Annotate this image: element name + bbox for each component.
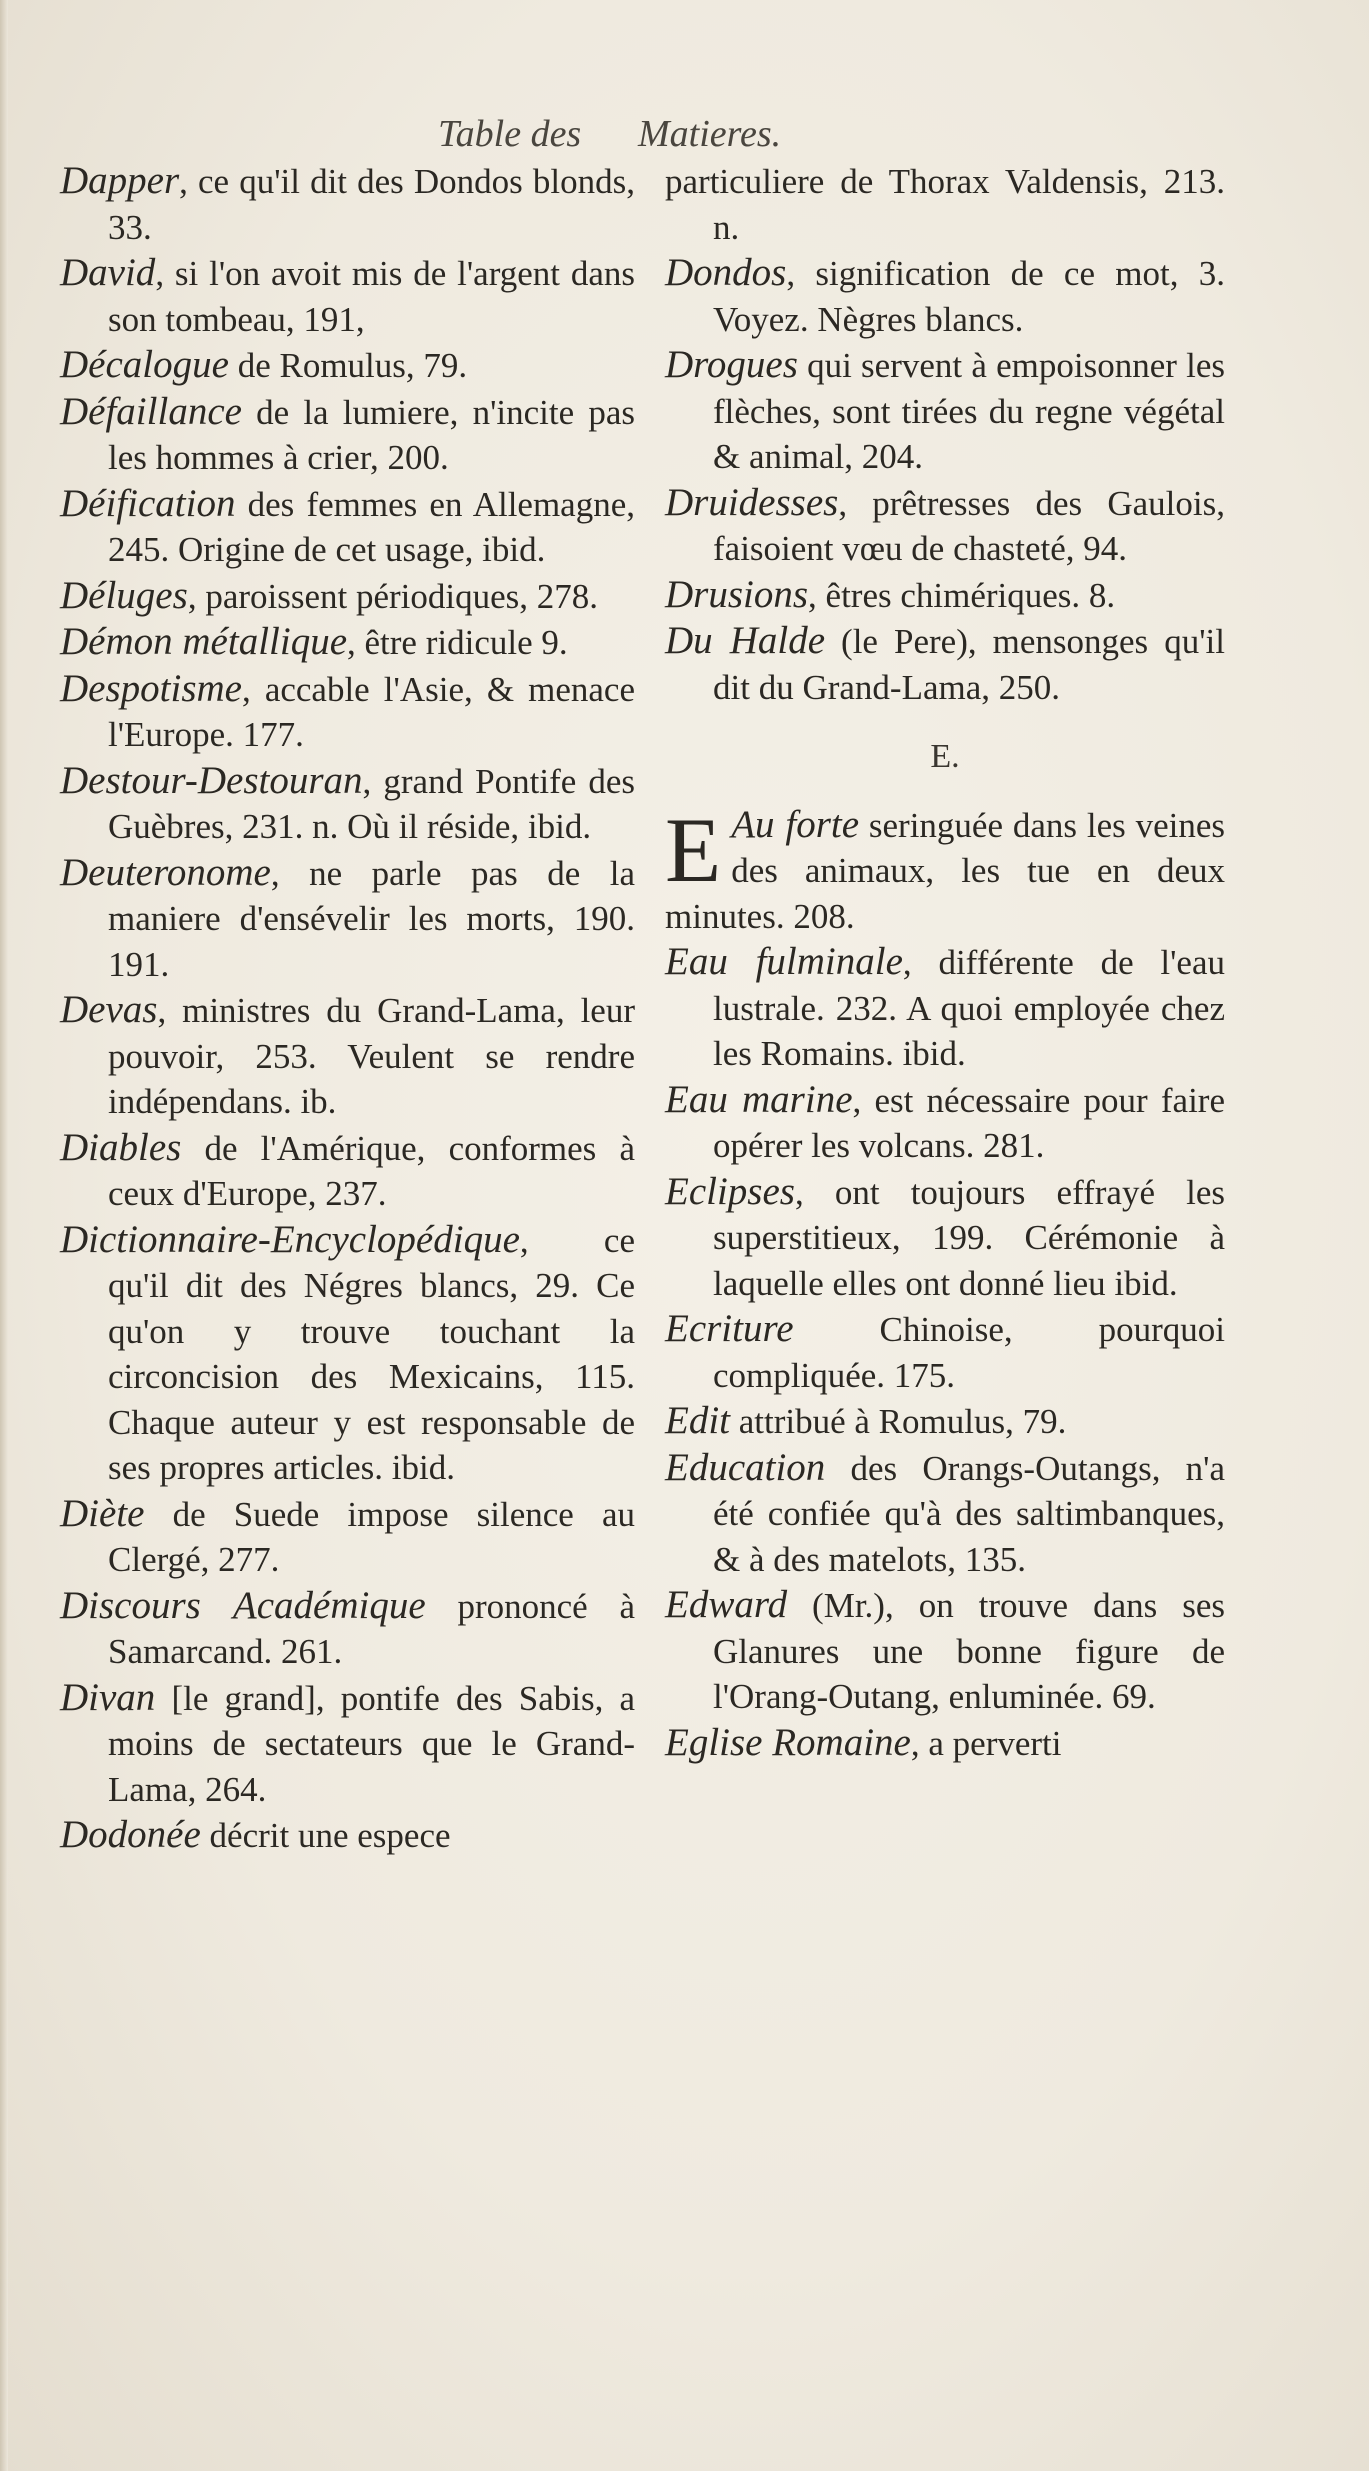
entry-headword: Drusions bbox=[665, 572, 809, 616]
entry-text: , ministres du Grand-Lama, leur pouvoir, 253. Veulent se rendre indépendans. ib. bbox=[108, 991, 635, 1121]
index-entry bbox=[665, 158, 1225, 250]
entry-text: des femmes en Allemagne, 245. Origine de cet usage, ibid. bbox=[108, 484, 635, 569]
entry-headword: Dapper bbox=[60, 159, 180, 202]
entry-text: attribué à Romulus, 79. bbox=[730, 1402, 1067, 1441]
index-entry bbox=[665, 480, 1225, 572]
entry-headword: Dictionnaire-Encyclopédique bbox=[60, 1217, 520, 1261]
entry-text: , signification de ce mot, 3. Voyez. Nègres blancs. bbox=[713, 254, 1225, 339]
index-entry bbox=[665, 1306, 1225, 1398]
index-entry bbox=[665, 1720, 1225, 1767]
entry-headword: Eclipses bbox=[665, 1169, 795, 1213]
page-edge-shadow bbox=[0, 0, 8, 2471]
index-entry bbox=[60, 1675, 635, 1813]
index-entry bbox=[60, 1812, 635, 1859]
index-entry bbox=[665, 1169, 1225, 1307]
header-right: Matieres. bbox=[638, 113, 782, 155]
entry-text: , prêtresses des Gaulois, faisoient vœu de chasteté, 94. bbox=[713, 483, 1225, 568]
index-entry-eau-forte bbox=[665, 798, 1225, 940]
entry-headword: Eau marine bbox=[665, 1077, 853, 1121]
index-entry bbox=[60, 573, 635, 620]
entry-headword: Défaillance bbox=[60, 389, 242, 433]
index-entry bbox=[665, 618, 1225, 710]
entry-text: , accable l'Asie, & menace l'Europe. 177. bbox=[108, 669, 635, 754]
entry-text: , différente de l'eau lustrale. 232. A quoi employée chez les Romains. ibid. bbox=[713, 943, 1226, 1073]
entry-text: des Orangs-Outangs, n'a été confiée qu'à des saltimbanques, & à des matelots, 135. bbox=[713, 1448, 1225, 1579]
entry-headword: Au forte bbox=[731, 802, 860, 846]
entry-text: (le Pere), mensonges qu'il dit du Grand-Lama, 250. bbox=[713, 622, 1225, 707]
entry-text: , ont toujours effrayé les superstitieux, 199. Cérémonie à laquelle elles ont donné lieu ibid. bbox=[713, 1172, 1225, 1303]
index-entry bbox=[60, 389, 635, 481]
index-entry bbox=[60, 758, 635, 850]
entry-headword: Déification bbox=[60, 481, 236, 525]
entry-headword: Discours Académique bbox=[60, 1583, 426, 1627]
entry-text: Chinoise, pourquoi compliquée. 175. bbox=[713, 1310, 1225, 1395]
index-entry bbox=[60, 1491, 635, 1583]
index-entry bbox=[665, 1077, 1225, 1169]
entry-text: , grand Pontife des Guèbres, 231. n. Où il réside, ibid. bbox=[108, 761, 635, 846]
index-entry bbox=[60, 850, 635, 988]
entry-headword: Despotisme bbox=[60, 666, 242, 710]
entry-text: seringuée dans les veines des animaux, les tue en deux minutes. 208. bbox=[665, 805, 1225, 936]
index-entry bbox=[665, 939, 1225, 1077]
entry-text: particuliere de Thorax Valdensis, 213. n. bbox=[665, 162, 1225, 247]
index-entry bbox=[60, 619, 635, 666]
index-entry bbox=[665, 250, 1225, 342]
index-entry bbox=[60, 1125, 635, 1217]
entry-text: décrit une espece bbox=[200, 1816, 451, 1855]
entry-headword: Ecriture bbox=[665, 1307, 794, 1350]
entry-headword: Déluges bbox=[60, 573, 188, 617]
entry-text: , paroissent périodiques, 278. bbox=[187, 576, 599, 616]
index-entry bbox=[665, 1445, 1225, 1583]
entry-text: de l'Amérique, conformes à ceux d'Europe, 237. bbox=[108, 1128, 635, 1213]
entry-headword: Education bbox=[665, 1445, 826, 1489]
entry-text: qui servent à empoisonner les flèches, sont tirées du regne végétal & animal, 204. bbox=[713, 346, 1225, 476]
entry-text: , si l'on avoit mis de l'argent dans son tombeau, 191, bbox=[108, 254, 635, 339]
entry-headword: Dondos bbox=[665, 251, 787, 294]
entry-text: de la lumiere, n'incite pas les hommes à crier, 200. bbox=[108, 392, 635, 477]
entry-text: [le grand], pontife des Sabis, a moins de sectateurs que le Grand-Lama, 264. bbox=[108, 1678, 635, 1809]
index-entry bbox=[60, 666, 635, 758]
entry-text: , ne parle pas de la maniere d'ensévelir les morts, 190. 191. bbox=[108, 853, 635, 984]
index-entry bbox=[665, 1398, 1225, 1445]
entry-text: prononcé à Samarcand. 261. bbox=[108, 1586, 635, 1671]
index-column-right bbox=[665, 158, 1225, 1766]
entry-headword: Destour-Destouran bbox=[60, 758, 363, 802]
entry-text: , ce qu'il dit des Négres blancs, 29. Ce qu'on y trouve touchant la circoncision des Mexicains, 115. Chaque auteur y est responsable de ses propres articles. ibid. bbox=[108, 1220, 635, 1487]
entry-headword: Diète bbox=[60, 1491, 145, 1535]
index-entry bbox=[60, 158, 635, 250]
section-letter-e: E. bbox=[930, 738, 960, 775]
entry-text: (Mr.), on trouve dans ses Glanures une bonne figure de l'Orang-Outang, enluminée. 69. bbox=[713, 1586, 1225, 1716]
entry-text: de Romulus, 79. bbox=[228, 346, 468, 385]
entry-headword: Druidesses bbox=[665, 480, 839, 524]
entry-text: de Suede impose silence au Clergé, 277. bbox=[108, 1494, 635, 1579]
index-entry bbox=[60, 250, 635, 342]
index-column-left bbox=[60, 158, 635, 1859]
entry-headword: Décalogue bbox=[60, 343, 229, 386]
index-entry bbox=[665, 1582, 1225, 1720]
index-entry bbox=[60, 987, 635, 1125]
entry-headword: Eglise Romaine bbox=[665, 1720, 911, 1764]
index-entries-e bbox=[665, 939, 1225, 1766]
entry-headword: Dodonée bbox=[60, 1813, 201, 1856]
index-entry bbox=[60, 1217, 635, 1491]
index-entry bbox=[665, 572, 1225, 619]
drop-cap-letter: E bbox=[665, 798, 722, 901]
entry-headword: Diables bbox=[60, 1125, 182, 1169]
index-entries-d-continued bbox=[665, 158, 1225, 710]
entry-headword: Edit bbox=[665, 1399, 730, 1442]
entry-headword: Drogues bbox=[665, 343, 798, 386]
header-left: Table des bbox=[438, 113, 582, 155]
index-entry bbox=[60, 342, 635, 389]
entry-headword: Démon métallique bbox=[60, 620, 348, 663]
entry-text: , est nécessaire pour faire opérer les volcans. 281. bbox=[713, 1080, 1225, 1165]
entry-text: , êtres chimériques. 8. bbox=[808, 575, 1116, 615]
entry-text: , être ridicule 9. bbox=[347, 623, 568, 662]
entry-text: , ce qu'il dit des Dondos blonds, 33. bbox=[108, 162, 635, 247]
entry-headword: David bbox=[60, 251, 156, 294]
index-entry bbox=[665, 342, 1225, 480]
index-entry bbox=[60, 1583, 635, 1675]
entry-headword: Deuteronome bbox=[60, 850, 271, 894]
entry-text: , a perverti bbox=[910, 1723, 1062, 1763]
entry-headword: Devas bbox=[60, 988, 158, 1031]
index-entry bbox=[60, 481, 635, 573]
entry-headword: Du Halde bbox=[665, 619, 826, 662]
entry-headword: Divan bbox=[60, 1675, 156, 1719]
entry-headword: Eau fulminale bbox=[665, 940, 903, 983]
entry-headword: Edward bbox=[665, 1583, 788, 1626]
